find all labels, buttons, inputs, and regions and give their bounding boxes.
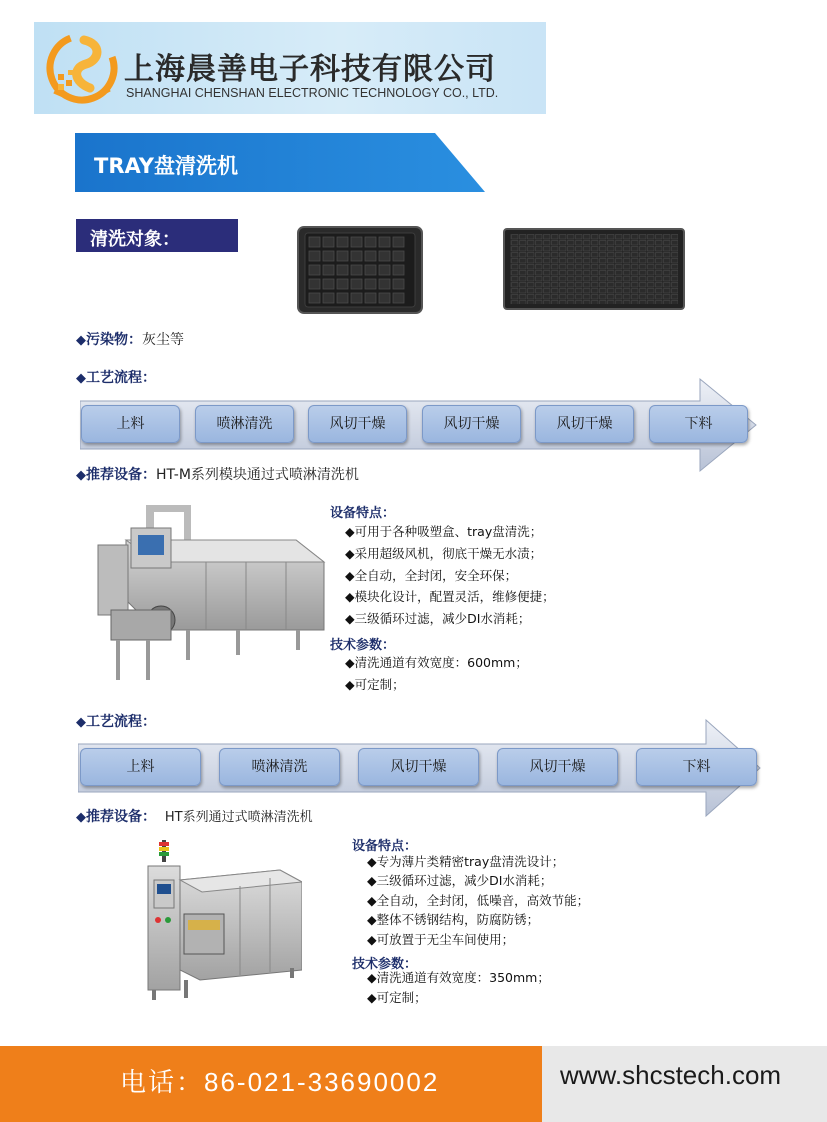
tray-image-2 [503, 228, 685, 310]
website-link[interactable]: www.shcstech.com [560, 1060, 782, 1090]
equipment1-feature-text: 采用超级风机，彻底干燥无水渍； [354, 546, 543, 561]
page-title: TRAY盘清洗机 [94, 154, 238, 178]
bullet-diamond-icon: ◆ [345, 677, 355, 692]
pollutant-value: 灰尘等 [142, 332, 184, 348]
bullet-diamond-icon: ◆ [345, 568, 355, 583]
equipment1-feature [345, 591, 555, 604]
equipment1-feature [345, 526, 542, 539]
equipment1-feature [345, 548, 542, 561]
equipment1-param [345, 657, 528, 670]
process2-step-3: 风切干燥 [358, 748, 479, 786]
clean-object-tag: 清洗对象： [76, 219, 238, 252]
tray-image-1 [295, 224, 425, 316]
bullet-diamond-icon: ◆ [76, 715, 86, 730]
equipment2-param [367, 992, 427, 1005]
bullet-diamond-icon: ◆ [76, 810, 86, 825]
equipment2-feature-text: 整体不锈钢结构，防腐防锈； [376, 912, 540, 927]
bullet-diamond-icon: ◆ [367, 854, 377, 869]
bullet-diamond-icon: ◆ [367, 932, 377, 947]
pollutant-line [76, 329, 184, 349]
equipment1-param-text: 清洗通道有效宽度：600mm； [354, 655, 528, 670]
equipment1-feature [345, 613, 530, 626]
process1-step-1: 上料 [81, 405, 180, 443]
bullet-diamond-icon: ◆ [345, 589, 355, 604]
machine-image-1 [96, 500, 326, 685]
equipment1-features-title: 设备特点： [330, 506, 396, 521]
equipment2-feature [367, 875, 552, 888]
process1-step-6: 下料 [649, 405, 748, 443]
bullet-diamond-icon: ◆ [76, 333, 86, 348]
phone-number: 电话：86-021-33690002 [120, 1067, 440, 1097]
equipment2-feature-text: 专为薄片类精密tray盘清洗设计； [376, 854, 565, 869]
process2-step-1: 上料 [80, 748, 201, 786]
process2-label: 工艺流程： [86, 714, 156, 730]
bullet-diamond-icon: ◆ [367, 912, 377, 927]
equipment1-heading [76, 464, 359, 484]
bullet-diamond-icon: ◆ [76, 468, 86, 483]
bullet-diamond-icon: ◆ [345, 546, 355, 561]
company-name-en: SHANGHAI CHENSHAN ELECTRONIC TECHNOLOGY CO., LTD. [126, 86, 499, 100]
bullet-diamond-icon: ◆ [367, 970, 377, 985]
process2-step-2: 喷淋清洗 [219, 748, 340, 786]
equipment2-feature-text: 全自动，全封闭，低噪音，高效节能； [376, 893, 590, 908]
bullet-diamond-icon: ◆ [367, 873, 377, 888]
bullet-diamond-icon: ◆ [345, 611, 355, 626]
equipment2-name: HT系列通过式喷淋清洗机 [164, 810, 313, 825]
bullet-diamond-icon: ◆ [367, 990, 377, 1005]
equipment1-label: 推荐设备： [86, 467, 156, 483]
process2-step-4: 风切干燥 [497, 748, 618, 786]
equipment1-param [345, 679, 405, 692]
equipment2-params-title: 技术参数： [352, 957, 418, 972]
equipment2-feature [367, 856, 564, 869]
bullet-diamond-icon: ◆ [345, 655, 355, 670]
pollutant-label: 污染物： [86, 332, 142, 348]
process1-label: 工艺流程： [86, 370, 156, 386]
equipment2-feature [367, 934, 514, 947]
process1-step-3: 风切干燥 [308, 405, 407, 443]
process1-step-5: 风切干燥 [535, 405, 634, 443]
equipment1-feature-text: 全自动，全封闭，安全环保； [354, 568, 518, 583]
machine-image-2 [140, 840, 302, 1002]
equipment2-heading [76, 806, 313, 826]
equipment1-feature-text: 可用于各种吸塑盒、tray盘清洗； [354, 524, 543, 539]
equipment2-param [367, 972, 550, 985]
equipment2-feature [367, 895, 589, 908]
equipment1-feature-text: 模块化设计，配置灵活，维修便捷； [354, 589, 555, 604]
process2-step-5: 下料 [636, 748, 757, 786]
bullet-diamond-icon: ◆ [367, 893, 377, 908]
equipment2-param-text: 可定制； [376, 990, 427, 1005]
equipment2-param-text: 清洗通道有效宽度：350mm； [376, 970, 550, 985]
company-name-cn: 上海晨善电子科技有限公司 [124, 52, 496, 87]
equipment1-feature [345, 570, 517, 583]
equipment1-feature-text: 三级循环过滤，减少DI水消耗； [354, 611, 531, 626]
equipment2-feature-text: 三级循环过滤，减少DI水消耗； [376, 873, 553, 888]
equipment1-name: HT-M系列模块通过式喷淋清洗机 [156, 467, 359, 483]
bullet-diamond-icon: ◆ [345, 524, 355, 539]
equipment1-param-text: 可定制； [354, 677, 405, 692]
bullet-diamond-icon: ◆ [76, 371, 86, 386]
process1-step-4: 风切干燥 [422, 405, 521, 443]
equipment2-feature [367, 914, 539, 927]
equipment2-feature-text: 可放置于无尘车间使用； [376, 932, 515, 947]
company-logo [44, 30, 120, 106]
equipment1-params-title: 技术参数： [330, 638, 396, 653]
process1-step-2: 喷淋清洗 [195, 405, 294, 443]
equipment2-features-title: 设备特点： [352, 839, 418, 854]
equipment2-label: 推荐设备： [86, 809, 156, 825]
